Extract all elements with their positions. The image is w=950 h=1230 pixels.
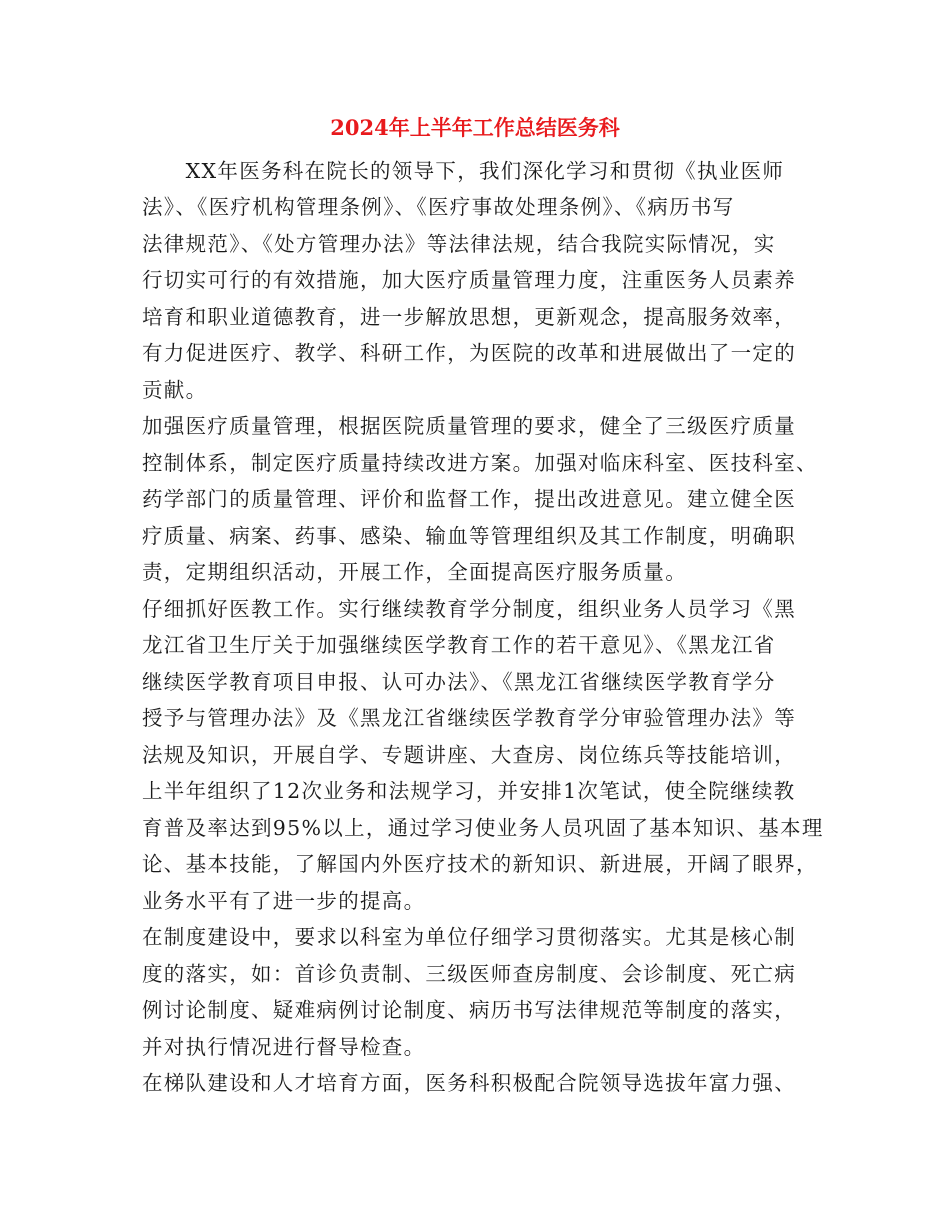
text-line: 疗质量、病案、药事、感染、输血等管理组织及其工作制度，明确职 xyxy=(142,524,796,548)
text-line: 在梯队建设和人才培育方面，医务科积极配合院领导选拔年富力强、 xyxy=(142,1071,796,1095)
text-line: 业务水平有了进一步的提高。 xyxy=(142,889,426,913)
text-line: 龙江省卫生厅关于加强继续医学教育工作的若干意见》、《黑龙江省 xyxy=(142,633,776,657)
text-line: 度的落实，如：首诊负责制、三级医师查房制度、会诊制度、死亡病 xyxy=(142,962,796,986)
text-line: 法》、《医疗机构管理条例》、《医疗事故处理条例》、《病历书写 xyxy=(142,195,735,219)
text-line: 责，定期组织活动，开展工作，全面提高医疗服务质量。 xyxy=(142,560,687,584)
text-line: 仔细抓好医教工作。实行继续教育学分制度，组织业务人员学习《黑 xyxy=(142,597,796,621)
text-line: 加强医疗质量管理，根据医院质量管理的要求，健全了三级医疗质量 xyxy=(142,414,796,438)
text-line: 授予与管理办法》及《黑龙江省继续医学教育学分审验管理办法》等 xyxy=(142,706,796,730)
text-line: 育普及率达到95%以上，通过学习使业务人员巩固了基本知识、基本理 xyxy=(142,816,824,840)
text-line: 在制度建设中，要求以科室为单位仔细学习贯彻落实。尤其是核心制 xyxy=(142,925,796,949)
text-line: 药学部门的质量管理、评价和监督工作，提出改进意见。建立健全医 xyxy=(142,487,796,511)
text-line: 法规及知识，开展自学、专题讲座、大查房、岗位练兵等技能培训， xyxy=(142,743,796,767)
text-line: 控制体系，制定医疗质量持续改进方案。加强对临床科室、医技科室、 xyxy=(142,451,818,475)
text-line: 上半年组织了12次业务和法规学习，并安排1次笔试，使全院继续教 xyxy=(142,779,796,803)
text-line: 法律规范》、《处方管理办法》等法律法规，结合我院实际情况，实 xyxy=(142,232,776,256)
text-line: XX年医务科在院长的领导下，我们深化学习和贯彻《执业医师 xyxy=(142,159,785,183)
text-line: 行切实可行的有效措施，加大医疗质量管理力度，注重医务人员素养 xyxy=(142,268,796,292)
text-line: 并对执行情况进行督导检查。 xyxy=(142,1035,426,1059)
text-line: 有力促进医疗、教学、科研工作，为医院的改革和进展做出了一定的 xyxy=(142,341,796,365)
text-line: 贡献。 xyxy=(142,378,208,402)
text-line: 继续医学教育项目申报、认可办法》、《黑龙江省继续医学教育学分 xyxy=(142,670,776,694)
document-title: 2024年上半年工作总结医务科 xyxy=(330,115,620,140)
text-line: 论、基本技能，了解国内外医疗技术的新知识、新进展，开阔了眼界， xyxy=(142,852,818,876)
text-line: 例讨论制度、疑难病例讨论制度、病历书写法律规范等制度的落实， xyxy=(142,998,796,1022)
text-line: 培育和职业道德教育，进一步解放思想，更新观念，提高服务效率， xyxy=(142,305,796,329)
